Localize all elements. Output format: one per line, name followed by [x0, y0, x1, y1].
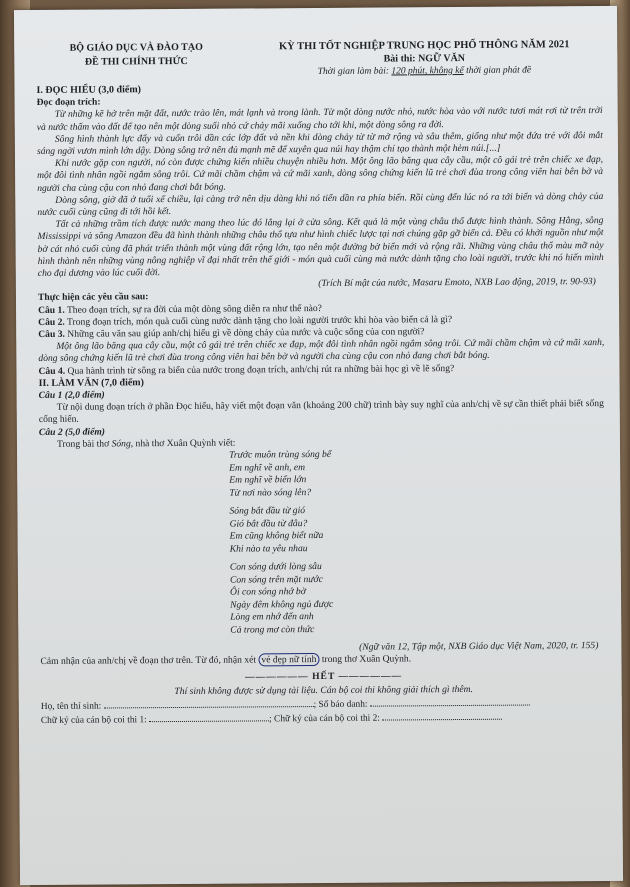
essay-2-intro-c: , nhà thơ Xuân Quỳnh viết:: [130, 437, 236, 450]
sign1-blank: [149, 712, 269, 722]
proctor-sign-line: [41, 710, 607, 727]
time-value: 120 phút, không kể: [391, 65, 464, 77]
poem-stanza-1: [229, 447, 605, 500]
essay-1-label: Câu 1 (2,0 điểm): [38, 389, 105, 402]
poem-line: Ngày đêm không ngủ được: [230, 598, 334, 611]
poem-title: Sóng: [111, 438, 131, 450]
passage-source: (Trích Bí mật của nước, Masaru Emoto, NXB Lao động, 2019, tr. 90-93): [318, 276, 596, 290]
part1-title: I. ĐỌC HIỂU (3,0 điểm): [36, 84, 142, 96]
poem-line: Khi nào ta yêu nhau: [229, 542, 308, 555]
time-info: [244, 64, 604, 80]
header-left: [36, 41, 236, 70]
ministry-name: BỘ GIÁO DỤC VÀ ĐÀO TẠO: [69, 41, 203, 54]
poem-stanza-3: [230, 559, 607, 637]
poem-line: Em cũng không biết nữa: [229, 530, 324, 542]
essay-2-label: Câu 2 (5,0 điểm): [38, 426, 106, 438]
essay-1-text: Từ nội dung đoạn trích ở phần Đọc hiểu, hãy viết một đoạn văn (khoảng 200 chữ) trình bày suy nghĩ của anh/chị về sự cần thiết phải biết sống cống hiến.: [38, 398, 604, 426]
exam-content: [36, 81, 606, 727]
poem-excerpt: [229, 447, 606, 637]
task-label: Thực hiện các yêu cầu sau:: [37, 291, 149, 304]
part2-title: II. LÀM VĂN (7,0 điểm): [38, 377, 144, 389]
question-4-text: Qua hành trình từ sông ra biển của nước trong đoạn trích, anh/chị rút ra những bài học gì về lẽ sống?: [65, 362, 455, 377]
passage-paragraph-1: Từ những kẽ hở trên mặt đất, nước trào lên, mát lạnh và trong lành. Từ một dòng nước nhỏ, nước hòa vào với nước tươi mát rơi từ trên trời và nước thấm vào đất để tạo nên một dòng suối nhỏ cứ chảy mãi xuống cho tới khi, một dòng sông ra đời.: [36, 105, 603, 133]
question-3-text: Những câu văn sau giúp anh/chị hiểu gì về dòng chảy của nước và cuộc sống của con người?: [64, 326, 425, 340]
poem-stanza-2: [229, 503, 605, 556]
question-3-label: Câu 3.: [38, 328, 65, 341]
exam-title: KỲ THI TỐT NGHIỆP TRUNG HỌC PHỔ THÔNG NĂM 2021: [278, 39, 570, 53]
sbd-label: ; Số báo danh:: [313, 699, 370, 710]
poem-line: Con sóng dưới lòng sâu: [229, 561, 322, 573]
footer-note: Thí sinh không được sử dụng tài liệu. Cán bộ coi thi không giải thích gì thêm.: [174, 683, 474, 697]
essay-2-task: [40, 652, 606, 668]
poem-line: Gió bắt đầu từ đâu?: [229, 517, 308, 530]
sign1-label: Chữ ký của cán bộ coi thi 1:: [40, 715, 150, 727]
passage-paragraph-4: Dòng sông, giờ đã ở tuổi xế chiều, lại càng trở nên dịu dàng khi nó tiến dần ra phía biển. Rồi cùng đến lúc nó ra tới biển và dòng chảy của nước cuối cùng cũng đi tới hồi kết.: [37, 190, 604, 218]
poem-line: Lòng em nhớ đến anh: [230, 611, 314, 623]
question-1-text: Theo đoạn trích, sự ra đời của một dòng sông diễn ra như thế nào?: [64, 302, 322, 316]
name-label: Họ, tên thí sinh:: [40, 701, 104, 712]
sbd-blank: [370, 696, 530, 706]
poem-line: Em nghĩ về biển lớn: [229, 474, 307, 486]
exam-sheet: [14, 6, 623, 885]
end-marker: —————— HẾT ——————: [245, 669, 403, 683]
subject-title: Bài thi: NGỮ VĂN: [383, 52, 466, 65]
question-3-quote: Một ông lão băng qua cây cầu, một cô gái trẻ trên chiếc xe đạp, một đôi tình nhân ngồi ngắm sông trôi. Cứ mãi chầm chậm và cứ mãi xanh, dòng sông chứng kiến lũ trẻ chơi đùa trong công viên hai bên bờ và người cha cùng cậu con nhỏ đang chơi bắt bóng.: [38, 337, 605, 365]
sign2-blank: [382, 711, 502, 721]
question-1-label: Câu 1.: [38, 304, 65, 316]
poem-line: Sóng bắt đầu từ gió: [229, 505, 306, 517]
essay-2-task-b: trong thơ Xuân Quỳnh.: [319, 653, 412, 666]
sign2-label: ; Chữ ký của cán bộ coi thi 2:: [269, 713, 383, 725]
essay-2-task-a: Cảm nhận của anh/chị về đoạn thơ trên. Từ đó, nhận xét: [40, 654, 259, 668]
poem-line: Cả trong mơ còn thức: [230, 623, 315, 636]
question-2-text: Trong đoạn trích, món quà cuối cùng nước dành tặng cho loài người trước khi hòa vào biển cả là gì?: [64, 313, 453, 328]
passage-paragraph-2: Sông hình thành lực đẩy và cuốn trôi dần các lớp đất và nền khi dòng chảy từ từ mở rộng và sâu thêm, giống như một đứa trẻ với đôi mắt sáng ngời vươn mình lớn dậy. Dòng sông trở nên đủ mạnh mẽ để xuyên qua núi hay thậm chí tạo thành một hẻm núi.[...]: [36, 129, 603, 157]
name-blank: [104, 698, 314, 708]
question-4-label: Câu 4.: [38, 365, 66, 377]
read-label: Đọc đoạn trích:: [36, 96, 101, 109]
question-2-label: Câu 2.: [38, 316, 65, 328]
poem-line: Từ nơi nào sóng lên?: [229, 486, 312, 499]
poem-line: Em nghĩ về anh, em: [229, 461, 306, 474]
official-label: ĐỀ THI CHÍNH THỨC: [84, 55, 188, 68]
header-right: [244, 38, 604, 80]
time-prefix: Thời gian làm bài:: [317, 66, 392, 77]
poem-line: Ôi con sóng nhớ bờ: [229, 586, 306, 598]
time-suffix: thời gian phát đề: [463, 65, 532, 76]
poem-line: Trước muôn trùng sóng bể: [229, 449, 332, 461]
passage-paragraph-5: Tất cả những trầm tích được nước mang theo lúc đó lắng lại ở cửa sông. Kết quả là một vùng châu thổ được hình thành. Sông Hằng, sông Mississippi và sông Amazon đều đã hình thành những châu thổ tựa như hình chiếc lược tại nơi chúng gặp gỡ biển cả. Đều có khởi nguồn như một bờ cát nhỏ cuối cùng đã phát triển thành một vùng đất rộng lớn, tạo nên một đường bờ biển mới và rộng rãi. Những vùng châu thổ màu mỡ này hình thành nên những vùng nông nghiệp vĩ đại nhất trên thế giới - món quà cuối cùng mà nước dành tặng cho loài người, trước khi nó hiến mình cho đại dương vào lúc cuối đời.: [37, 215, 604, 280]
circled-phrase: vẻ đẹp nữ tính: [258, 653, 319, 666]
passage-paragraph-3: Khi nước gặp con người, nó còn được chứng kiến nhiều chuyện nhiều hơn. Một ông lão băng qua cây cầu, một cô gái trẻ trên chiếc xe đạp, một đôi tình nhân ngồi ngắm sông trôi. Cứ mãi chầm chậm và cứ mãi xanh, dòng sông chứng kiến lũ trẻ chơi đùa trong công viên hai bên bờ và người cha cùng cậu con nhỏ đang chơi bắt bóng.: [37, 154, 604, 194]
essay-2-intro-a: Trong bài thơ: [56, 438, 112, 450]
end-label: HẾT: [312, 670, 336, 682]
poem-line: Con sóng trên mặt nước: [229, 573, 323, 586]
poem-source: (Ngữ văn 12, Tập một, NXB Giáo dục Việt Nam, 2020, tr. 155): [359, 640, 599, 653]
